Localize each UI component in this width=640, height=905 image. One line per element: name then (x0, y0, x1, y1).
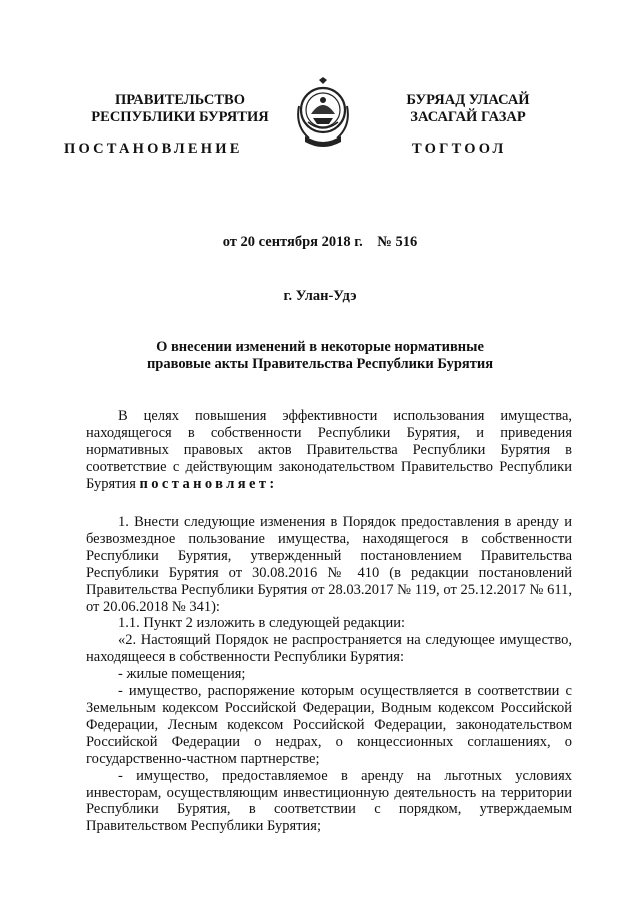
document-title (0, 339, 640, 373)
doc-type-buryat: ТОГТООЛ (412, 141, 507, 157)
postanovlyaet: постановляет: (139, 475, 278, 492)
city: г. Улан-Удэ (283, 288, 357, 304)
paragraph-1: 1. Внести следующие изменения в Порядок предоставления в аренду и безвозмездное пользование имущества, находящегося в собственности Республики Бурятия, утвержденный постановлением Правительства Республики Бурятия от 30.08.2016 № 410 (в редакции постановлений Правительства Республики Бурятия от 28.03.2017 № 119, от 25.12.2017 № 611, от 20.06.2018 № 341): (86, 514, 572, 615)
title-line-2: правовые акты Правительства Республики Бурятия (146, 356, 494, 372)
list-item-investors: - имущество, предоставляемое в аренду на льготных условиях инвесторам, осуществляющим инвестиционную деятельность на территории Республики Бурятия, в соответствии с порядком, утверждаемым Правительством Республики Бурятия; (86, 767, 572, 835)
title-line-1: О внесении изменений в некоторые нормативные (156, 339, 484, 355)
paragraph-quote: «2. Настоящий Порядок не распространяется на следующее имущество, находящееся в собственности Республики Бурятия: (86, 632, 572, 666)
issuer-line-1: ПРАВИТЕЛЬСТВО (115, 92, 245, 108)
body-paragraphs (86, 514, 572, 835)
issuer-line-1-buryat: БУРЯАД УЛАСАЙ (406, 92, 530, 108)
issuer-name-buryat (368, 92, 568, 126)
buryatia-coat-of-arms-icon (291, 76, 355, 154)
preamble (86, 408, 572, 493)
doc-type-russian: ПОСТАНОВЛЕНИЕ (64, 141, 243, 157)
preamble-block (86, 408, 572, 493)
issuer-line-2-buryat: ЗАСАГАЙ ГАЗАР (410, 109, 526, 125)
list-item-property-codes: - имущество, распоряжение которым осуществляется в соответствии с Земельным кодексом Российской Федерации, Водным кодексом Российской Федерации, Лесным кодексом Российской Федерации, законодательством Российской Федерации о недрах, о концессионных соглашениях, о государственно-частном партнерстве; (86, 683, 572, 767)
coat-of-arms (291, 76, 355, 154)
date-and-number: от 20 сентября 2018 г. № 516 (222, 234, 418, 250)
issuer-name-russian (60, 92, 300, 126)
list-item-housing: - жилые помещения; (118, 666, 246, 683)
paragraph-1-1: 1.1. Пункт 2 изложить в следующей редакции: (118, 615, 406, 632)
issuer-line-2: РЕСПУБЛИКИ БУРЯТИЯ (91, 109, 269, 125)
preamble-text: В целях повышения эффективности использования имущества, находящегося в собственности Республики Бурятия, и приведения нормативных правовых актов Правительства Республики Бурятия в соответствие с действующим законодательством Правительство Республики Бурятия (86, 408, 572, 492)
